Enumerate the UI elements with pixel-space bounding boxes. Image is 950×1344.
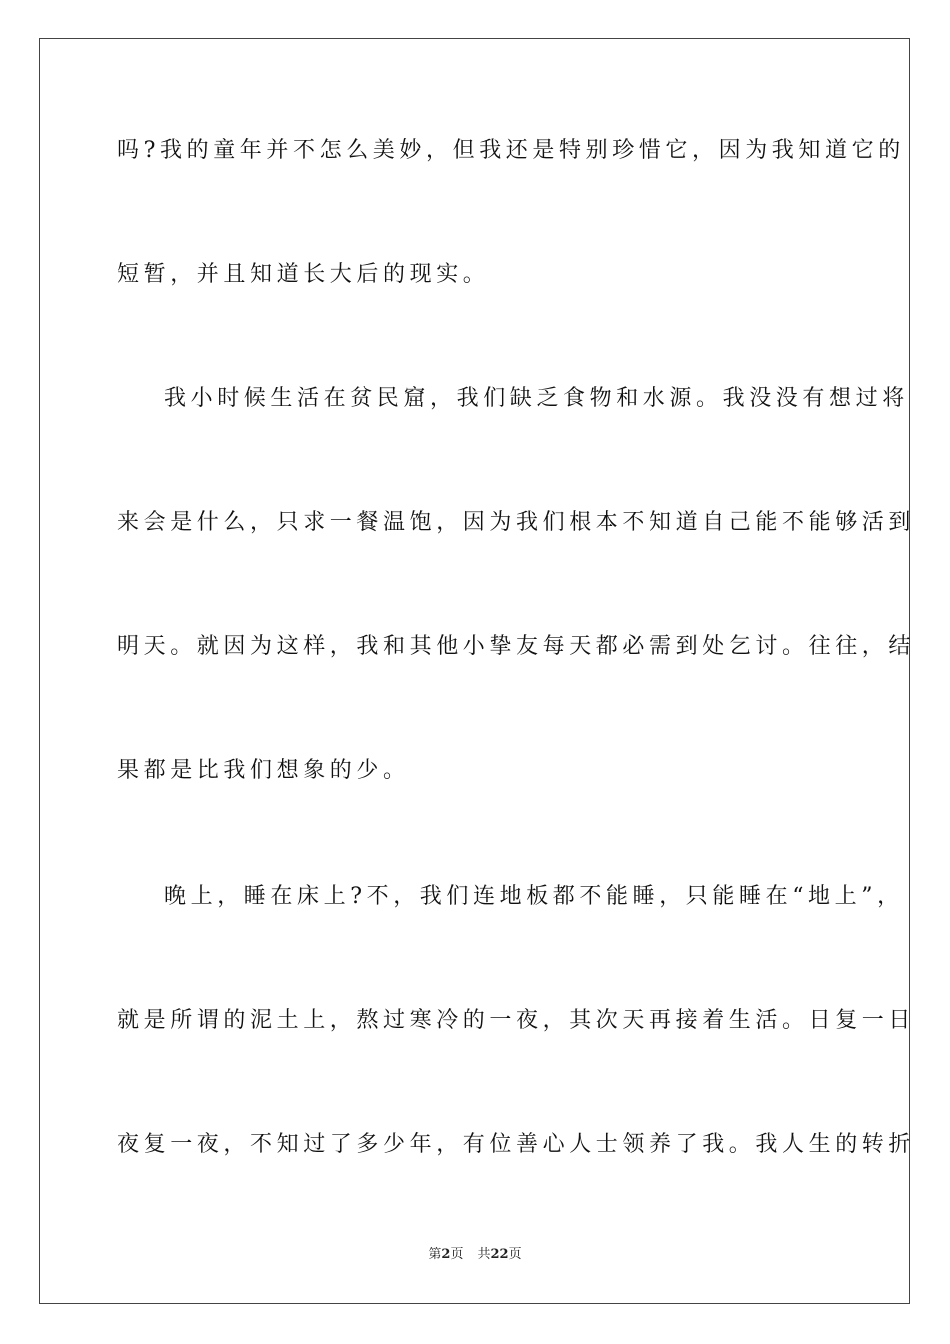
text-line: 来会是什么，只求一餐温饱，因为我们根本不知道自己能不能够活到 xyxy=(117,510,916,535)
text-line: 果都是比我们想象的少。 xyxy=(117,758,410,783)
text-line: 短暂，并且知道长大后的现实。 xyxy=(117,262,490,287)
paragraph-start-line: 晚上，睡在床上?不，我们连地板都不能睡，只能睡在“地上”， xyxy=(164,884,904,909)
paragraph-start-line: 我小时候生活在贫民窟，我们缺乏食物和水源。我没没有想过将 xyxy=(164,386,909,411)
page-footer xyxy=(0,1246,950,1264)
page-number-suffix: 页 xyxy=(450,1247,464,1262)
page-number: 2 xyxy=(441,1247,451,1262)
total-pages: 22 xyxy=(490,1247,509,1262)
text-line: 吗?我的童年并不怎么美妙，但我还是特别珍惜它，因为我知道它的 xyxy=(117,138,905,163)
total-pages-suffix: 页 xyxy=(508,1247,522,1262)
page-border xyxy=(39,38,916,1304)
text-line: 就是所谓的泥土上，熬过寒冷的一夜，其次天再接着生活。日复一日 xyxy=(117,1008,916,1033)
page-number-prefix: 第 xyxy=(428,1247,442,1262)
text-line: 夜复一夜，不知过了多少年，有位善心人士领养了我。我人生的转折 xyxy=(117,1132,916,1157)
text-line: 明天。就因为这样，我和其他小挚友每天都必需到处乞讨。往往，结 xyxy=(117,634,916,659)
total-pages-prefix: 共 xyxy=(477,1247,491,1262)
